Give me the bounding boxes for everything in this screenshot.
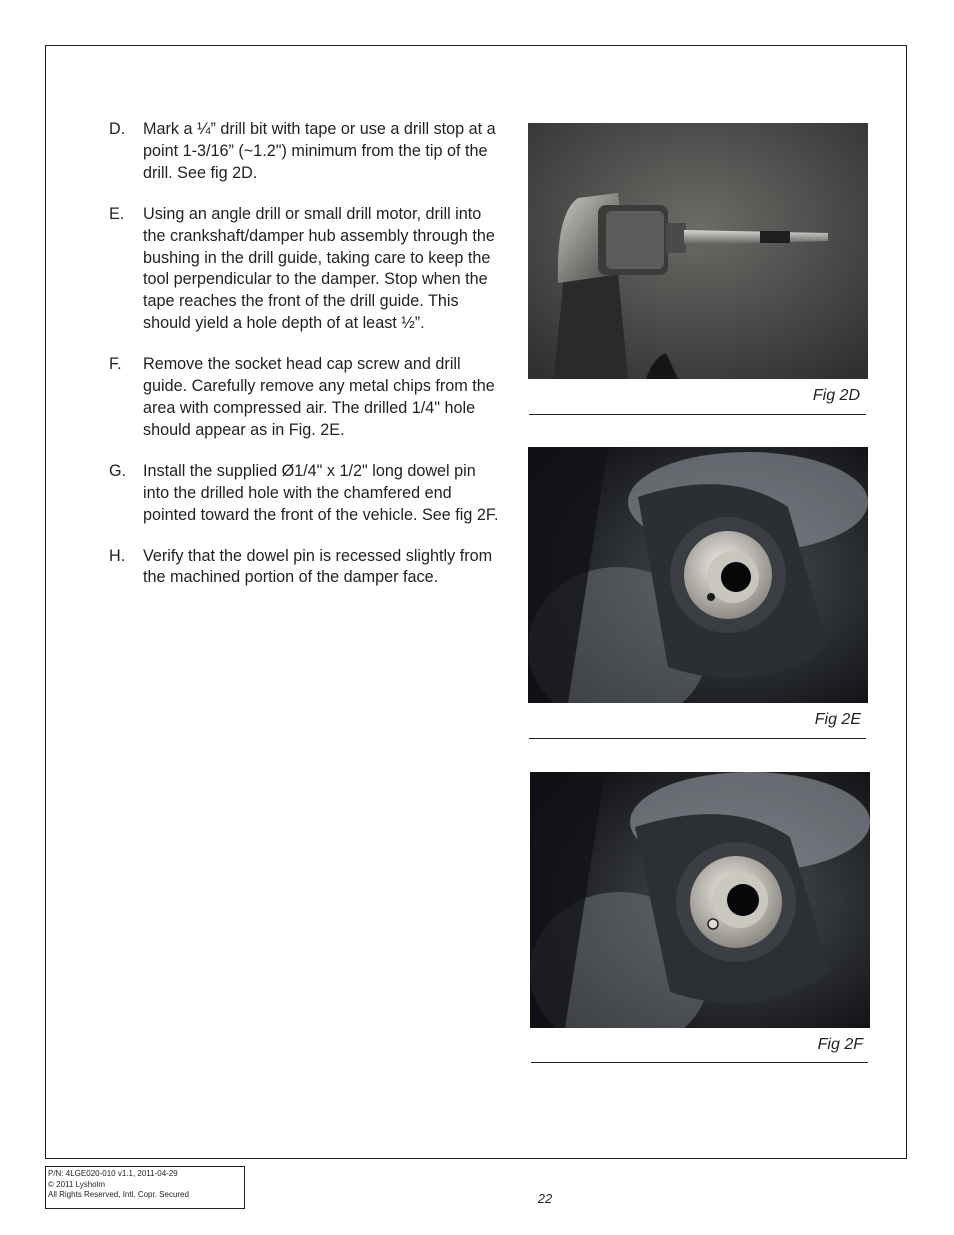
instruction-steps	[109, 119, 501, 608]
step-e	[109, 204, 501, 335]
step-text: Verify that the dowel pin is recessed slightly from the machined portion of the damper face.	[143, 546, 493, 587]
step-d	[109, 119, 501, 185]
fig-2d-caption: Fig 2D	[812, 387, 860, 404]
fig-2e-photo	[528, 447, 868, 703]
fig-2f-caption: Fig 2F	[817, 1036, 863, 1053]
fig-2d-photo	[528, 123, 868, 379]
step-letter: H.	[109, 546, 126, 565]
footer-info-box	[45, 1166, 245, 1209]
fig-2e-caption: Fig 2E	[814, 711, 861, 728]
step-h	[109, 546, 501, 590]
copyright: © 2011 Lysholm	[48, 1179, 106, 1189]
step-letter: E.	[109, 204, 125, 223]
step-text: Using an angle drill or small drill motor, drill into the crankshaft/damper hub assembly through the bushing in the drill guide, taking care to keep the tool perpendicular to the damper. Stop when the tape reaches the front of the drill guide. This should yield a hole depth of at least ½”.	[143, 204, 495, 333]
fig-2f-rule	[531, 1062, 868, 1063]
fig-2f-photo	[530, 772, 870, 1028]
step-letter: F.	[109, 355, 122, 374]
part-number: P/N: 4LGE020-010 v1.1, 2011-04-29	[48, 1169, 178, 1178]
step-g	[109, 461, 501, 527]
step-letter: G.	[109, 461, 127, 480]
step-f	[109, 354, 501, 442]
fig-2e-rule	[529, 738, 866, 739]
step-text: Remove the socket head cap screw and drill guide. Carefully remove any metal chips from the area with compressed air. The drilled 1/4" hole should appear as in Fig. 2E.	[143, 355, 495, 439]
rights-notice: All Rights Reserved, Intl. Copr. Secured	[48, 1190, 189, 1199]
step-text: Mark a ¼” drill bit with tape or use a drill stop at a point 1-3/16” (~1.2") minimum from the tip of the drill. See fig 2D.	[143, 120, 496, 182]
fig-2d-rule	[529, 414, 866, 415]
page-number: 22	[537, 1191, 553, 1206]
step-letter: D.	[109, 120, 126, 138]
step-text: Install the supplied Ø1/4" x 1/2" long dowel pin into the drilled hole with the chamfered end pointed toward the front of the vehicle. See fig 2F.	[143, 461, 499, 524]
